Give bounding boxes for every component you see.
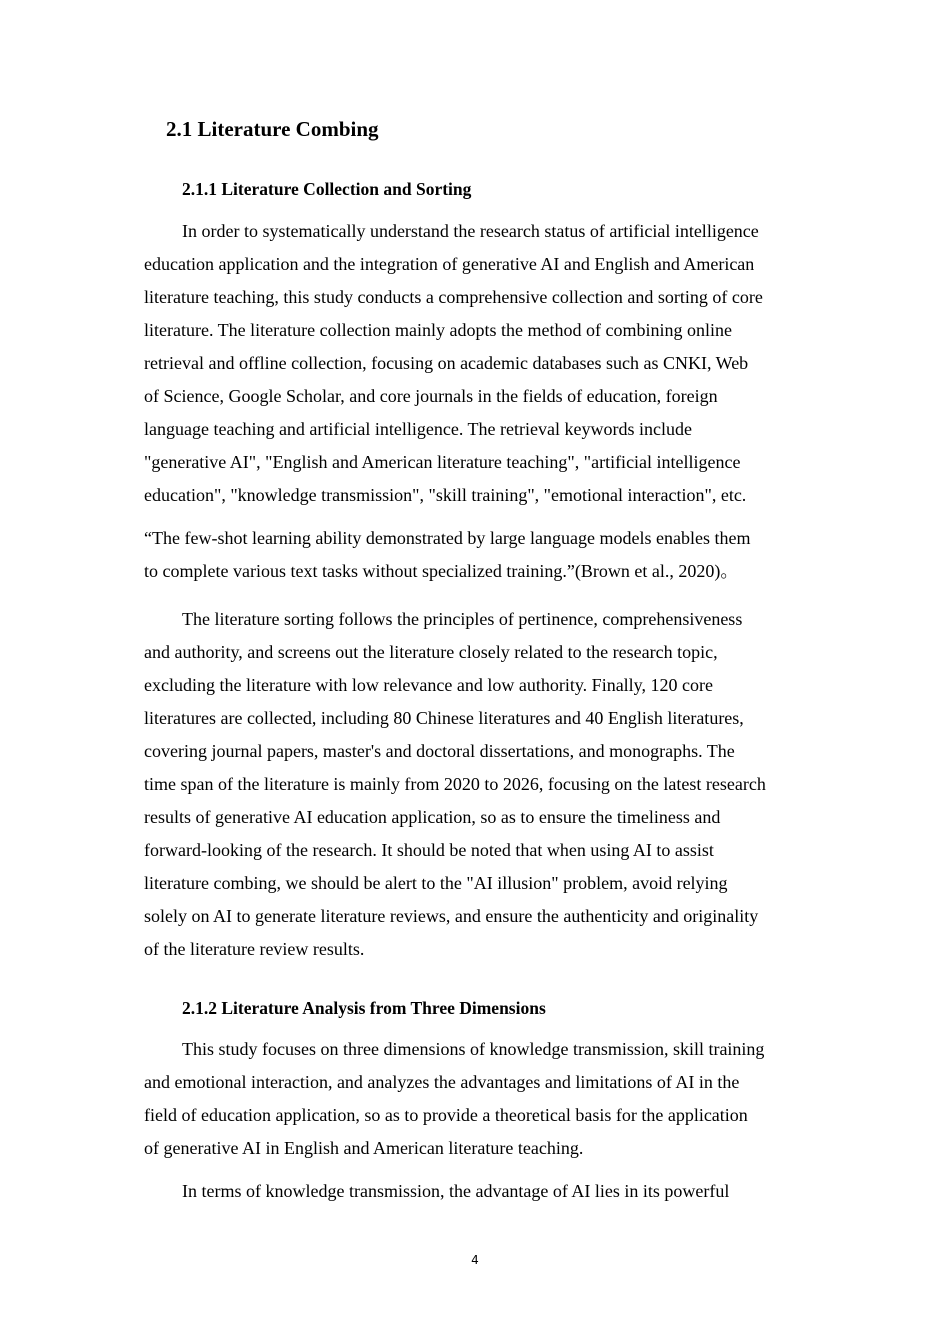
text-line: field of education application, so as to provide a theoretical basis for the application: [144, 1105, 748, 1125]
page-number: 4: [471, 1253, 479, 1267]
text-line: education application and the integration of generative AI and English and American: [144, 254, 755, 274]
subsection-heading-collection: 2.1.1 Literature Collection and Sorting: [182, 179, 472, 199]
block-quote: [144, 522, 810, 588]
text-line: literature combing, we should be alert to the "AI illusion" problem, avoid relying: [144, 873, 728, 893]
text-line: literature. The literature collection mainly adopts the method of combining online: [144, 320, 732, 340]
text-line: covering journal papers, master's and doctoral dissertations, and monographs. The: [144, 741, 735, 761]
quote-line: to complete various text tasks without specialized training.”(Brown et al., 2020)。: [144, 561, 739, 581]
text-line: time span of the literature is mainly from 2020 to 2026, focusing on the latest research: [144, 774, 766, 794]
text-line: and emotional interaction, and analyzes the advantages and limitations of AI in the: [144, 1072, 740, 1092]
text-line: of generative AI in English and American literature teaching.: [144, 1138, 584, 1158]
paragraph-collection: [144, 215, 810, 512]
section-heading: 2.1 Literature Combing: [166, 117, 379, 141]
text-line: The literature sorting follows the principles of pertinence, comprehensiveness: [182, 609, 743, 629]
text-line: In order to systematically understand the research status of artificial intelligence: [182, 221, 759, 241]
text-line: literature teaching, this study conducts a comprehensive collection and sorting of core: [144, 287, 763, 307]
text-line: "generative AI", "English and American literature teaching", "artificial intelligence: [144, 452, 741, 472]
text-line: excluding the literature with low relevance and low authority. Finally, 120 core: [144, 675, 713, 695]
quote-line: “The few-shot learning ability demonstrated by large language models enables them: [144, 528, 751, 548]
text-line: This study focuses on three dimensions of knowledge transmission, skill training: [182, 1039, 765, 1059]
text-line: solely on AI to generate literature reviews, and ensure the authenticity and originality: [144, 906, 759, 926]
paragraph-knowledge-transmission: [144, 1175, 810, 1208]
text-line: of Science, Google Scholar, and core journals in the fields of education, foreign: [144, 386, 718, 406]
text-line: retrieval and offline collection, focusing on academic databases such as CNKI, Web: [144, 353, 749, 373]
text-line: of the literature review results.: [144, 939, 365, 959]
text-line: results of generative AI education application, so as to ensure the timeliness and: [144, 807, 721, 827]
paragraph-dimensions: [144, 1033, 810, 1165]
text-line: literatures are collected, including 80 Chinese literatures and 40 English literatures,: [144, 708, 744, 728]
text-line: language teaching and artificial intelligence. The retrieval keywords include: [144, 419, 692, 439]
text-line: and authority, and screens out the literature closely related to the research topic,: [144, 642, 718, 662]
paragraph-sorting: [144, 603, 810, 966]
text-line: In terms of knowledge transmission, the advantage of AI lies in its powerful: [182, 1181, 730, 1201]
text-line: education", "knowledge transmission", "skill training", "emotional interaction", etc.: [144, 485, 747, 505]
text-line: forward-looking of the research. It should be noted that when using AI to assist: [144, 840, 714, 860]
subsection-heading-analysis: 2.1.2 Literature Analysis from Three Dimensions: [182, 998, 546, 1018]
